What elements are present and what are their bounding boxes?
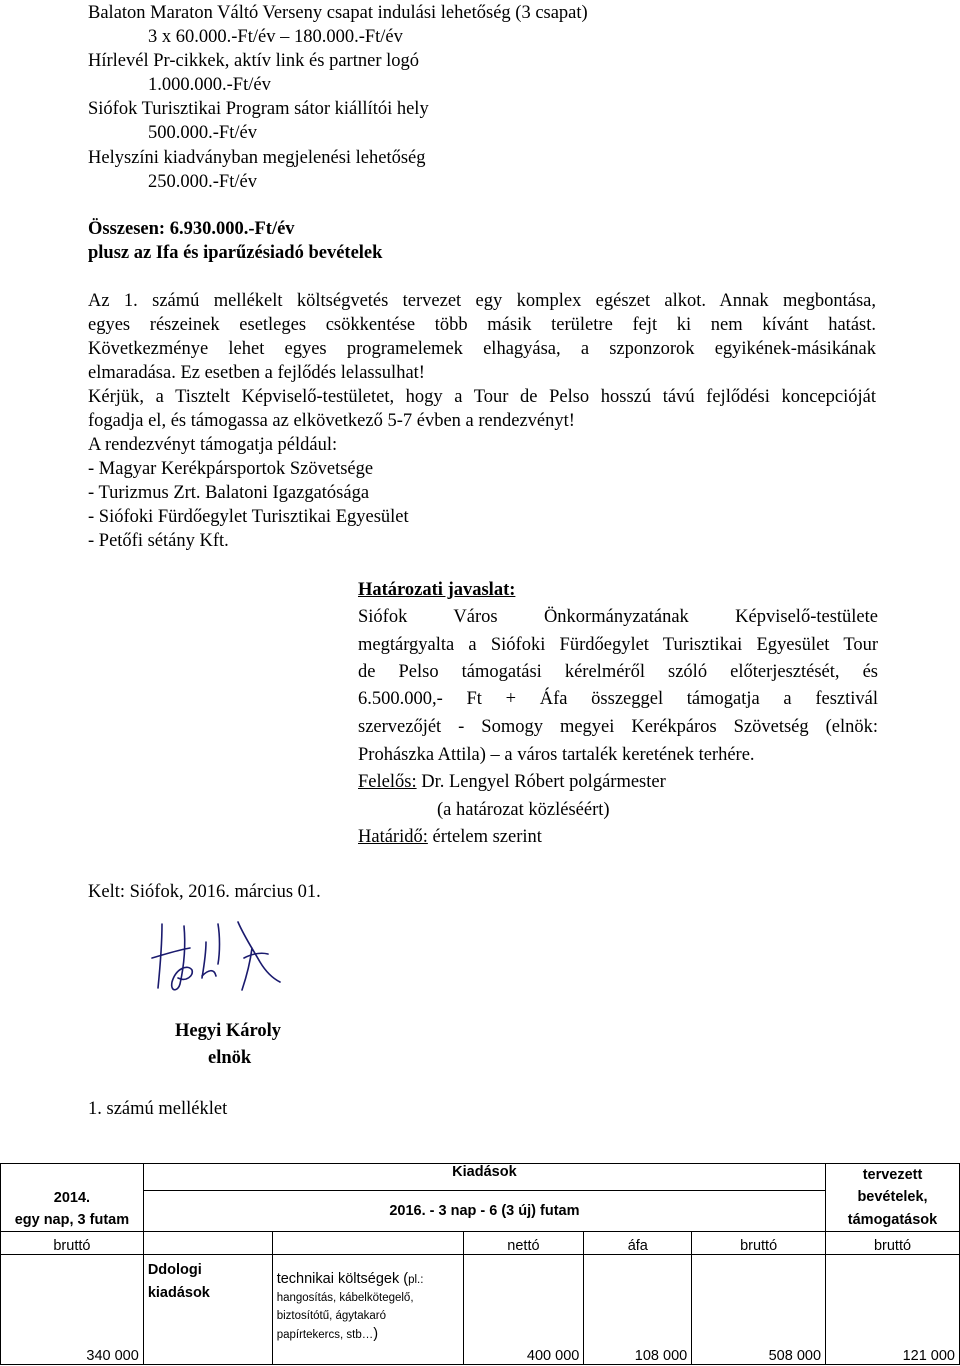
cell-brutto: 508 000: [692, 1255, 826, 1365]
header-2014-desc: egy nap, 3 futam: [14, 1211, 130, 1228]
subheader-empty: [143, 1232, 272, 1255]
item-3-name: Siófok Turisztikai Program sátor kiállítói hely: [88, 99, 429, 119]
subheader-brutto-2016: bruttó: [692, 1232, 826, 1255]
resolution-line: szervezőjét - Somogy megyei Kerékpáros Szövetség (elnök:: [358, 717, 878, 737]
item-sub1: hangosítás, kábelkötegelő,: [276, 1292, 414, 1305]
supporter-item: - Siófoki Fürdőegylet Turisztikai Egyesület: [88, 507, 409, 527]
item-sub2: biztosítótű, ágytakaró: [276, 1310, 387, 1323]
item-2-name: Hírlevél Pr-cikkek, aktív link és partner logó: [88, 51, 419, 71]
item-3-price: 500.000.-Ft/év: [148, 123, 257, 143]
body-p2-line1: Kérjük, a Tisztelt Képviselő-testületet, hogy a Tour de Pelso hosszú távú fejlődési koncepcióját: [88, 387, 876, 407]
item-2-price: 1.000.000.-Ft/év: [148, 75, 271, 95]
subheader-afa: áfa: [584, 1232, 692, 1255]
annex-label: 1. számú melléklet: [88, 1099, 228, 1119]
body-p1-line2: egyes részeinek esetleges csökkentése több másik területre fejt ki nem kívánt hatást.: [88, 315, 876, 335]
item-pl: pl.:: [408, 1274, 424, 1287]
supporters-intro: A rendezvényt támogatja például:: [88, 435, 338, 455]
header-2016: 2016. - 3 nap - 6 (3 új) futam: [143, 1191, 825, 1232]
resolution-line: Siófok Város Önkormányzatának Képviselő-testülete: [358, 607, 878, 627]
signer-title: elnök: [208, 1048, 252, 1068]
category-l2: kiadások: [147, 1284, 210, 1301]
body-p1-line1: Az 1. számú mellékelt költségvetés tervezet egy komplex egészet alkot. Annak megbontása,: [88, 291, 876, 311]
subheader-brutto-planned: bruttó: [826, 1232, 960, 1255]
item-4-price: 250.000.-Ft/év: [148, 172, 257, 192]
header-expenses: Kiadások: [143, 1164, 825, 1191]
responsible-note: (a határozat közléséért): [437, 800, 610, 820]
resolution-heading: Határozati javaslat:: [358, 580, 516, 600]
category-l1: Ddologi: [147, 1262, 202, 1279]
item-1-price: 3 x 60.000.-Ft/év – 180.000.-Ft/év: [148, 27, 403, 47]
item-4-name: Helyszíni kiadványban megjelenési lehetőség: [88, 148, 426, 168]
item-main: technikai költségek (: [276, 1271, 409, 1288]
cell-item: [272, 1255, 463, 1365]
item-sub3: papírtekercs, stb…: [276, 1328, 374, 1341]
body-p1-line4: elmaradása. Ez esetben a fejlődés lelassulhat!: [88, 363, 425, 383]
header-2014-year: 2014.: [53, 1189, 91, 1206]
budget-table: [0, 1163, 960, 1365]
item-1-name: Balaton Maraton Váltó Verseny csapat indulási lehetőség (3 csapat): [88, 3, 588, 23]
resolution-line: megtárgyalta a Siófoki Fürdőegylet Turisztikai Egyesület Tour: [358, 635, 878, 655]
subheader-netto: nettó: [463, 1232, 584, 1255]
resolution-line: de Pelso támogatási kérelméről szóló előterjesztését, és: [358, 662, 878, 682]
responsible-value: Dr. Lengyel Róbert polgármester: [416, 772, 666, 792]
cell-planned: 121 000: [826, 1255, 960, 1365]
total-line: Összesen: 6.930.000.-Ft/év: [88, 219, 295, 239]
deadline-label: Határidő:: [358, 827, 428, 847]
supporter-item: - Turizmus Zrt. Balatoni Igazgatósága: [88, 483, 370, 503]
deadline-row: [358, 828, 542, 847]
header-planned-l1: tervezett: [862, 1167, 923, 1183]
subheader-empty: [272, 1232, 463, 1255]
header-planned-l2: bevételek,: [857, 1189, 928, 1206]
item-close: ): [373, 1325, 379, 1342]
cell-category: [143, 1255, 272, 1365]
supporter-item: - Petőfi sétány Kft.: [88, 531, 229, 551]
signer-name: Hegyi Károly: [175, 1021, 282, 1041]
cell-afa: 108 000: [584, 1255, 692, 1365]
cell-netto: 400 000: [463, 1255, 584, 1365]
resolution-line: Prohászka Attila) – a város tartalék keretének terhére.: [358, 745, 755, 765]
dated-line: Kelt: Siófok, 2016. március 01.: [88, 882, 321, 902]
responsible-label: Felelős:: [358, 772, 417, 792]
subheader-brutto-2014: bruttó: [1, 1232, 144, 1255]
responsible-row: [358, 773, 666, 792]
body-p1-line3: Következménye lehet egyes programelemek elhagyása, a szponzorok egyikének-másikának: [88, 339, 876, 359]
resolution-line: 6.500.000,- Ft + Áfa összeggel támogatja a fesztivál: [358, 689, 878, 709]
body-p2-line2: fogadja el, és támogassa az elkövetkező 5-7 évben a rendezvényt!: [88, 411, 575, 431]
header-planned: [826, 1164, 960, 1232]
deadline-value: értelem szerint: [427, 827, 542, 847]
header-2014: [1, 1164, 144, 1232]
cell-2014-brutto: 340 000: [1, 1255, 144, 1365]
supporter-item: - Magyar Kerékpársportok Szövetsége: [88, 459, 374, 479]
total-note: plusz az Ifa és iparűzésiadó bevételek: [88, 243, 383, 263]
header-planned-l3: támogatások: [847, 1211, 938, 1228]
handwritten-signature: [148, 918, 308, 998]
